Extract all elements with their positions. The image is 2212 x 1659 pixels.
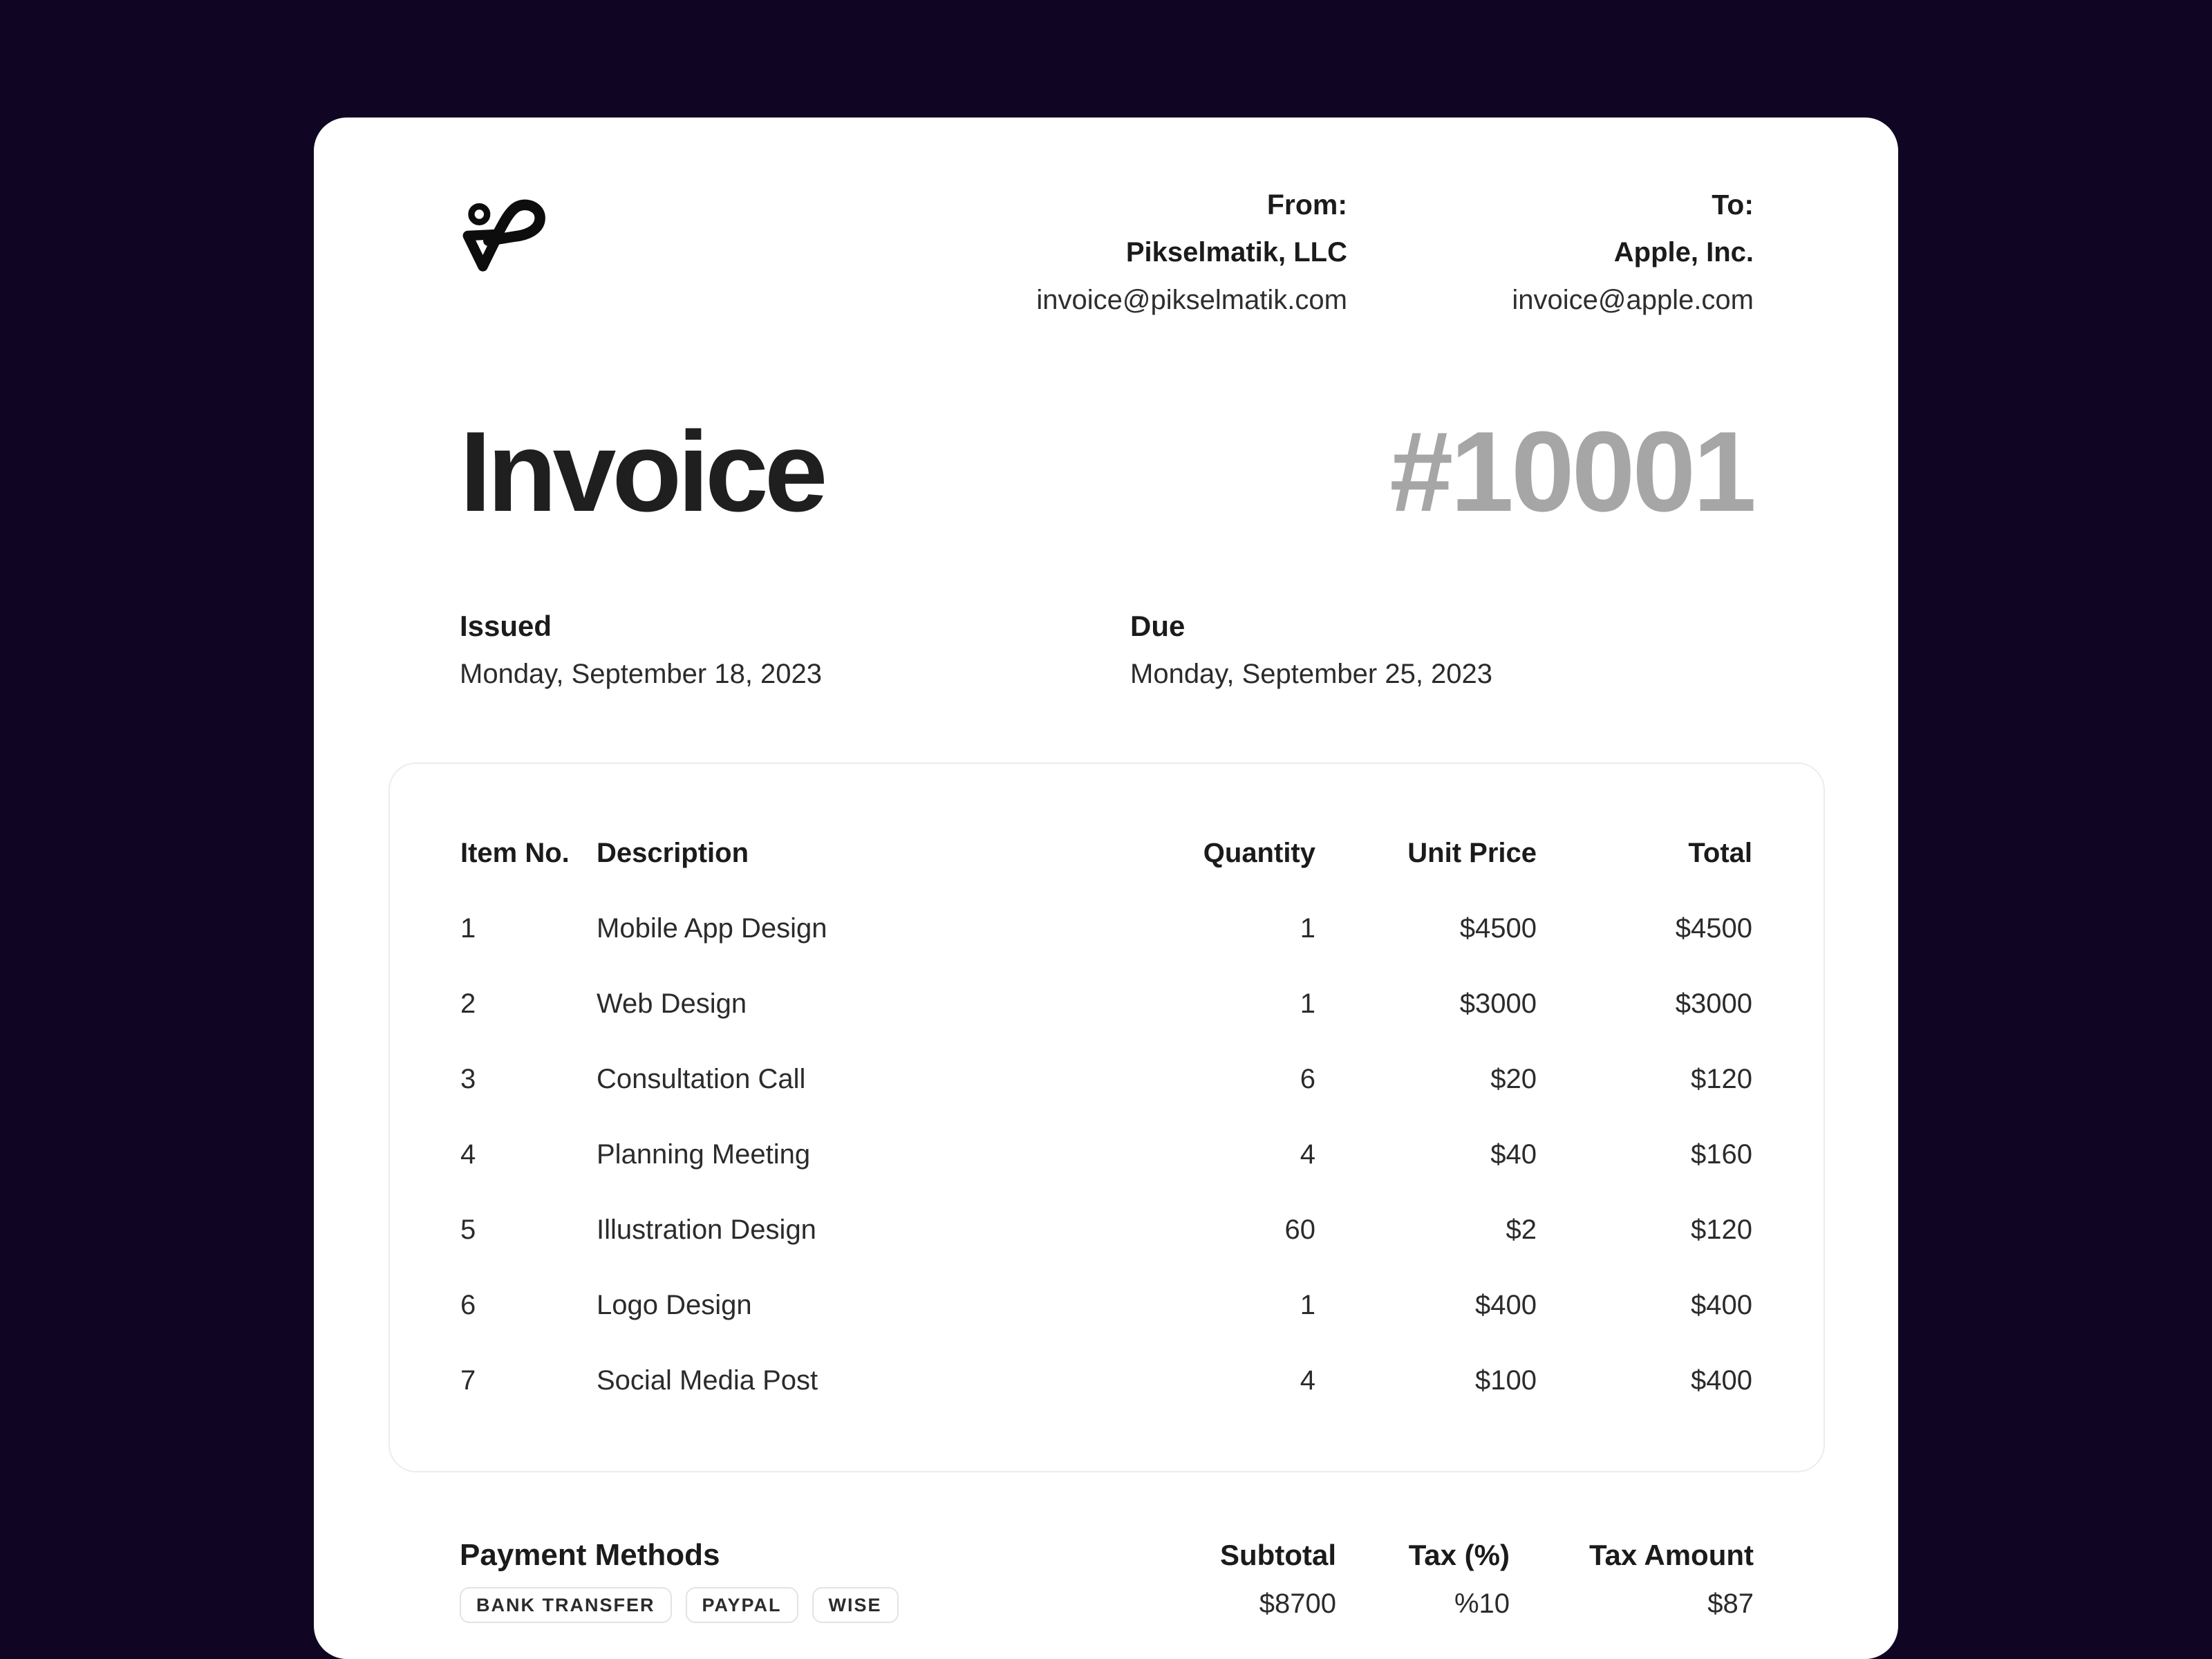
table-row-4-total: $160 bbox=[1691, 1139, 1752, 1170]
table-row-6-description: Logo Design bbox=[597, 1290, 752, 1320]
totals-summary bbox=[1184, 1536, 1754, 1620]
table-row-5-total: $120 bbox=[1691, 1215, 1752, 1245]
due-label: Due bbox=[1130, 610, 1185, 642]
table-row-3-total: $120 bbox=[1691, 1064, 1752, 1094]
tax-amount-value: $87 bbox=[1707, 1588, 1754, 1619]
payment-methods-title: Payment Methods bbox=[460, 1538, 720, 1572]
table-row-7-total: $400 bbox=[1691, 1365, 1752, 1396]
from-email: invoice@pikselmatik.com bbox=[1036, 285, 1347, 315]
table-row-2-quantity: 1 bbox=[1300, 988, 1315, 1019]
to-email: invoice@apple.com bbox=[1512, 285, 1754, 315]
line-items-table bbox=[388, 762, 1825, 1472]
table-row-2-unit-price: $3000 bbox=[1459, 988, 1537, 1019]
table-row-6-unit-price: $400 bbox=[1475, 1290, 1537, 1320]
due-date-block bbox=[1130, 610, 1492, 691]
table-row-4-description: Planning Meeting bbox=[597, 1139, 811, 1170]
subtotal-value: $8700 bbox=[1259, 1588, 1336, 1619]
table-row-3-description: Consultation Call bbox=[597, 1064, 806, 1094]
table-row-2-item-no: 2 bbox=[460, 988, 476, 1019]
table-row-3-item-no: 3 bbox=[460, 1064, 476, 1094]
table-row-5-description: Illustration Design bbox=[597, 1215, 816, 1245]
issued-label: Issued bbox=[460, 610, 552, 642]
pikselmatik-logo-icon bbox=[460, 194, 550, 279]
table-row-1-quantity: 1 bbox=[1300, 913, 1315, 944]
column-header-item-no: Item No. bbox=[460, 838, 570, 868]
table-row-1-total: $4500 bbox=[1675, 913, 1752, 944]
table-row-3-unit-price: $20 bbox=[1490, 1064, 1537, 1094]
table-row-6-quantity: 1 bbox=[1300, 1290, 1315, 1320]
invoice-card bbox=[314, 118, 1898, 1659]
table-row-1-item-no: 1 bbox=[460, 913, 476, 944]
column-header-quantity: Quantity bbox=[1203, 838, 1315, 868]
table-row-2-description: Web Design bbox=[597, 988, 747, 1019]
table-row-2-total: $3000 bbox=[1675, 988, 1752, 1019]
page-title: Invoice bbox=[460, 408, 824, 535]
from-label: From: bbox=[1266, 189, 1347, 221]
table-row-7-quantity: 4 bbox=[1300, 1365, 1315, 1396]
tax-amount-label: Tax Amount bbox=[1589, 1539, 1754, 1571]
table-row-1-description: Mobile App Design bbox=[597, 913, 827, 944]
to-company-name: Apple, Inc. bbox=[1613, 237, 1754, 268]
issued-date-block bbox=[460, 610, 822, 691]
column-header-total: Total bbox=[1688, 838, 1752, 868]
table-row-3-quantity: 6 bbox=[1300, 1064, 1315, 1094]
payment-method-badge-bank-transfer: BANK TRANSFER bbox=[460, 1587, 672, 1623]
due-date: Monday, September 25, 2023 bbox=[1130, 659, 1493, 689]
column-header-description: Description bbox=[597, 838, 749, 868]
issued-date: Monday, September 18, 2023 bbox=[460, 659, 823, 689]
table-row-6-total: $400 bbox=[1691, 1290, 1752, 1320]
tax-percent-value: %10 bbox=[1454, 1588, 1510, 1619]
table-row-5-quantity: 60 bbox=[1284, 1215, 1315, 1245]
subtotal-label: Subtotal bbox=[1220, 1539, 1336, 1571]
table-row-4-item-no: 4 bbox=[460, 1139, 476, 1170]
table-row-7-item-no: 7 bbox=[460, 1365, 476, 1396]
to-label: To: bbox=[1712, 189, 1754, 221]
from-block bbox=[1036, 181, 1347, 324]
invoice-footer bbox=[460, 1536, 1754, 1623]
from-company-name: Pikselmatik, LLC bbox=[1125, 237, 1347, 268]
table-row-5-unit-price: $2 bbox=[1506, 1215, 1537, 1245]
table-row-4-unit-price: $40 bbox=[1490, 1139, 1537, 1170]
invoice-number: #10001 bbox=[1389, 408, 1754, 535]
payment-method-badge-paypal: PAYPAL bbox=[686, 1587, 798, 1623]
table-row-7-unit-price: $100 bbox=[1475, 1365, 1537, 1396]
title-row bbox=[460, 408, 1754, 536]
table-row-1-unit-price: $4500 bbox=[1459, 913, 1537, 944]
table-row-7-description: Social Media Post bbox=[597, 1365, 818, 1396]
to-block bbox=[1512, 181, 1754, 324]
tax-percent-label: Tax (%) bbox=[1408, 1539, 1510, 1571]
payment-method-badge-wise: WISE bbox=[812, 1587, 899, 1623]
column-header-unit-price: Unit Price bbox=[1407, 838, 1537, 868]
table-row-5-item-no: 5 bbox=[460, 1215, 476, 1245]
table-row-4-quantity: 4 bbox=[1300, 1139, 1315, 1170]
table-row-6-item-no: 6 bbox=[460, 1290, 476, 1320]
